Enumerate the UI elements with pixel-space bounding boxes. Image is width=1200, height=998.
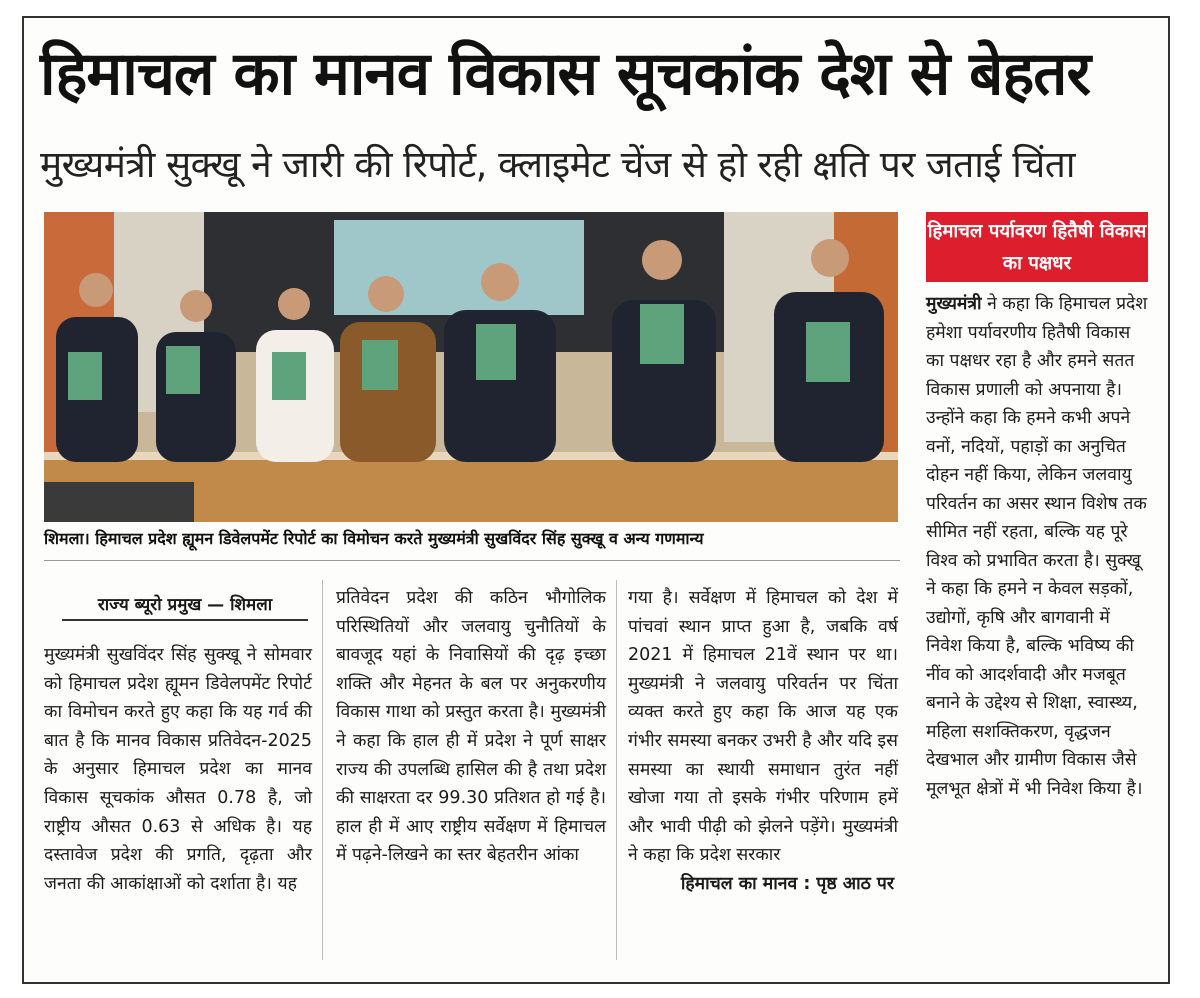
photo-caption: शिमला। हिमाचल प्रदेश ह्यूमन डिवेलपमेंट रिपोर्ट का विमोचन करते मुख्यमंत्री सुखविंदर सिंह सुक्खू व अन्य गणमान्य: [44, 529, 704, 548]
sidebar-heading: हिमाचल पर्यावरण हितैषी विकास का पक्षधर: [926, 212, 1148, 282]
continued-note: हिमाचल का मानव : पृष्ठ आठ पर: [680, 873, 894, 894]
news-photo: [44, 212, 898, 522]
photo-illustration: [44, 212, 898, 522]
article-column-3: [628, 584, 898, 899]
column-divider: [616, 580, 617, 960]
column-divider: [322, 580, 323, 960]
sidebar-lead: मुख्यमंत्री: [926, 294, 982, 314]
article-column-3-text: गया है। सर्वेक्षण में हिमाचल को देश में पांचवां स्थान प्राप्त हुआ है, जबकि वर्ष 2021 में हिमाचल 21वें स्थान पर था। मुख्यमंत्री ने जलवायु परिवर्तन पर चिंता व्यक्त करते हुए कहा कि आज यह एक गंभीर समस्या बनकर उभरी है और यदि इस समस्या का स्थायी समाधान तुरंत नहीं खोजा गया तो इसके गंभीर परिणाम हमें और भावी पीढ़ी को झेलने पड़ेंगे। मुख्यमंत्री ने कहा कि प्रदेश सरकार: [628, 588, 898, 866]
sidebar-body-text: ने कहा कि हिमाचल प्रदेश हमेशा पर्यावरणीय हितैषी विकास का पक्षधर रहा है और हमने सतत विकास प्रणाली को अपनाया है। उन्होंने कहा कि हमने कभी अपने वनों, नदियों, पहाड़ों का अनुचित दोहन नहीं किया, लेकिन जलवायु परिवर्तन का असर स्थान विशेष तक सीमित नहीं रहता, बल्कि यह पूरे विश्व को प्रभावित करता है। सुक्खू ने कहा कि हमने न केवल सड़कों, उद्योगों, कृषि और बागवानी में निवेश किया है, बल्कि भविष्य की नींव को आदर्शवादी और मजबूत बनाने के उद्देश्य से शिक्षा, स्वास्थ्य, महिला सशक्तिकरण, वृद्धजन देखभाल और ग्रामीण विकास जैसे मूलभूत क्षेत्रों में भी निवेश किया है।: [926, 294, 1148, 799]
sidebar-text: [926, 290, 1148, 803]
subheadline: मुख्यमंत्री सुक्खू ने जारी की रिपोर्ट, क्लाइमेट चेंज से हो रही क्षति पर जताई चिंता: [40, 143, 1075, 186]
byline: राज्य ब्यूरो प्रमुख — शिमला: [62, 592, 308, 621]
article-column-2: प्रतिवेदन प्रदेश की कठिन भौगोलिक परिस्थितियों और जलवायु चुनौतियों के बावजूद यहां के निवासियों की दृढ़ इच्छा शक्ति और मेहनत के बल पर अनुकरणीय विकास गाथा को प्रस्तुत करता है। मुख्यमंत्री ने कहा कि हाल ही में प्रदेश ने पूर्ण साक्षर राज्य की उपलब्धि हासिल की है तथा प्रदेश की साक्षरता दर 99.30 प्रतिशत हो गई है। हाल ही में आए राष्ट्रीय सर्वेक्षण में हिमाचल में पढ़ने-लिखने का स्तर बेहतरीन आंका: [336, 588, 606, 866]
article-column-1: मुख्यमंत्री सुखविंदर सिंह सुक्खू ने सोमवार को हिमाचल प्रदेश ह्यूमन डिवेलपमेंट रिपोर्ट का विमोचन करते हुए कहा कि यह गर्व की बात है कि मानव विकास प्रतिवेदन-2025 के अनुसार हिमाचल प्रदेश का मानव विकास सूचकांक औसत 0.78 है, जो राष्ट्रीय औसत 0.63 से अधिक है। यह दस्तावेज प्रदेश की प्रगति, दृढ़ता और जनता की आकांक्षाओं को दर्शाता है। यह: [44, 645, 312, 894]
headline: हिमाचल का मानव विकास सूचकांक देश से बेहतर: [40, 39, 1091, 109]
caption-divider: [44, 560, 900, 561]
